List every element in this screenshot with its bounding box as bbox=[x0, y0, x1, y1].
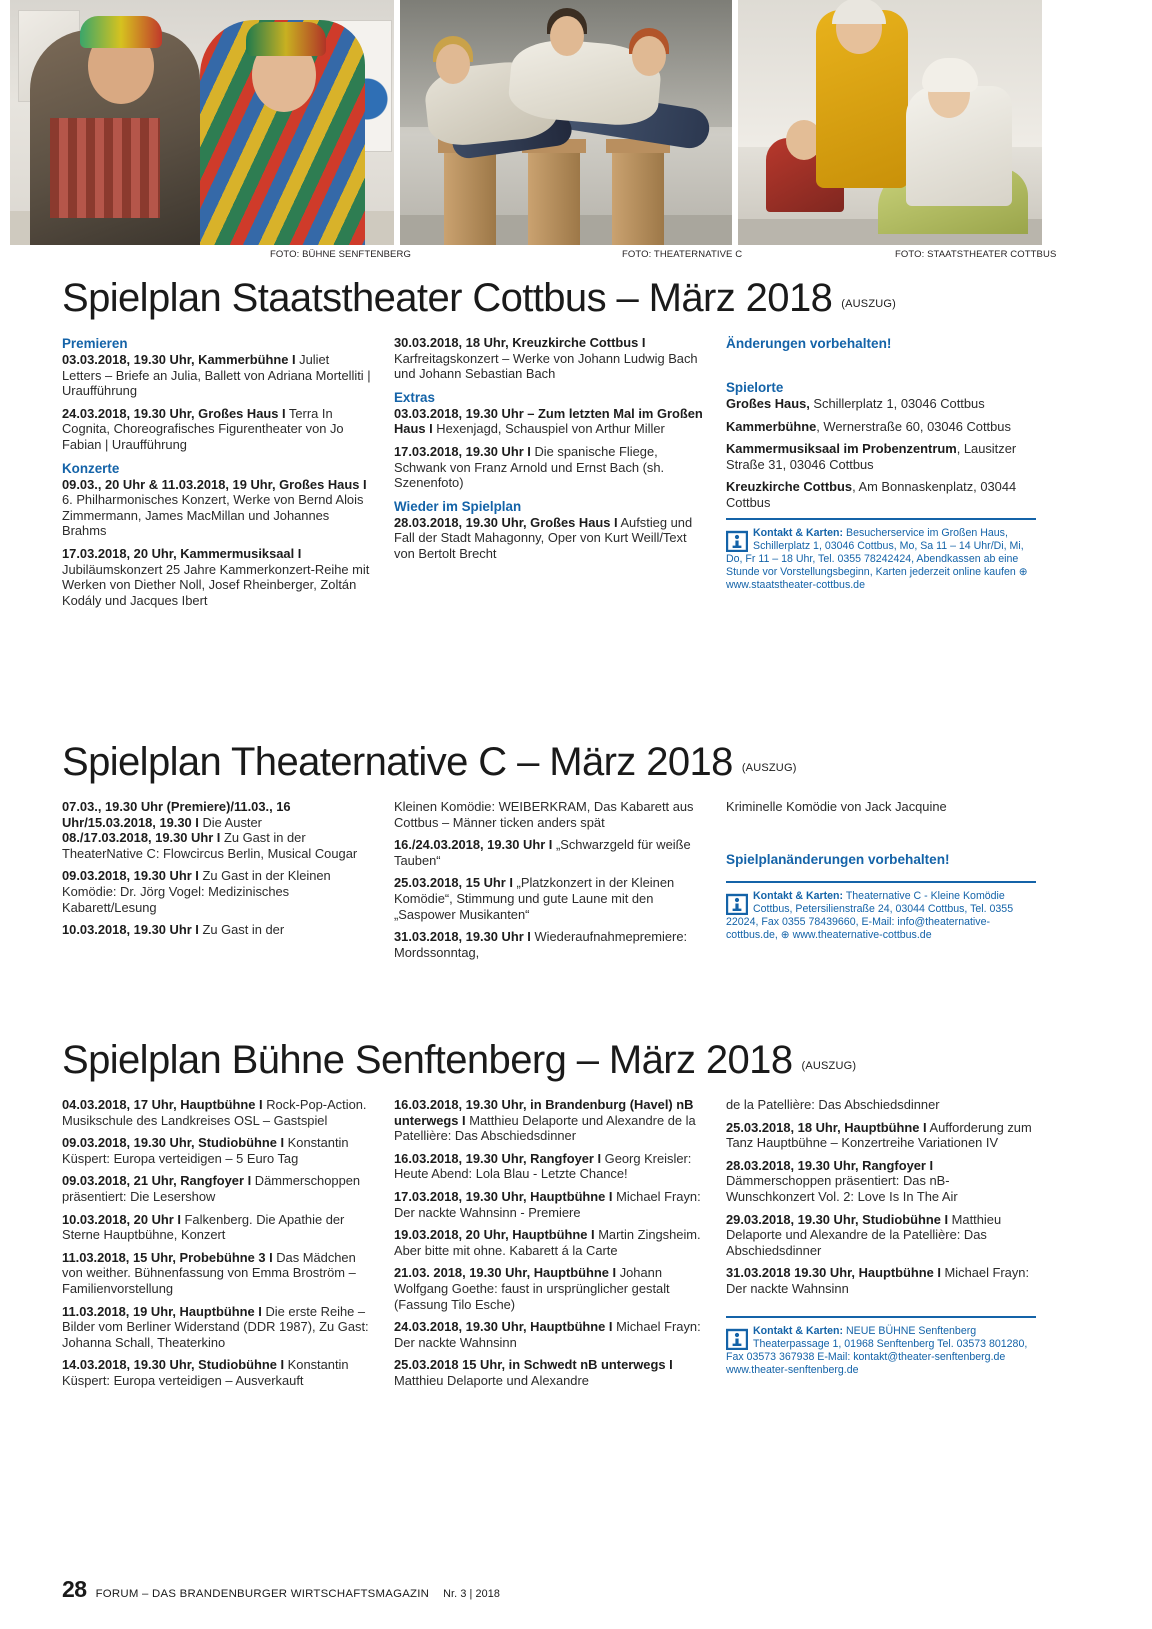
event-date: 28.03.2018, 19.30 Uhr, Rangfoyer I bbox=[726, 1157, 934, 1173]
event-date: 28.03.2018, 19.30 Uhr, Großes Haus I bbox=[394, 514, 618, 530]
column-3 bbox=[726, 335, 1036, 615]
event-date: 11.03.2018, 19 Uhr, Hauptbühne I bbox=[62, 1303, 262, 1319]
column-1 bbox=[62, 799, 372, 967]
column-3 bbox=[726, 1097, 1036, 1396]
event-desc: Matthieu Delaporte und Alexandre bbox=[394, 1372, 589, 1388]
event-entry bbox=[62, 1212, 372, 1243]
notice-aenderungen: Änderungen vorbehalten! bbox=[726, 336, 892, 351]
event-desc: Wiederaufnahmepremiere: Mordssonntag, bbox=[394, 929, 688, 960]
heading-konzerte: Konzerte bbox=[62, 460, 120, 476]
page-number: 28 bbox=[62, 1576, 87, 1602]
event-date: 07.03., 19.30 Uhr (Premiere)/11.03., 16 Uhr/15.03.2018, 19.30 I bbox=[62, 799, 291, 830]
globe-icon: ⊕ bbox=[780, 929, 793, 942]
contact-label: Kontakt & Karten: bbox=[753, 1324, 844, 1337]
event-entry bbox=[394, 1097, 704, 1144]
contact-label: Kontakt & Karten: bbox=[753, 526, 844, 539]
event-entry bbox=[62, 1357, 372, 1388]
auszug-label: (AUSZUG) bbox=[841, 298, 897, 310]
event-desc: Matthieu Delaporte und Alexandre de la Patellière: Das Abschiedsdinner bbox=[726, 1211, 1002, 1258]
event-continuation: de la Patellière: Das Abschiedsdinner bbox=[726, 1097, 940, 1112]
event-desc: Juliet Letters – Briefe an Julia, Ballett von Adriana Mortelliti | Uraufführung bbox=[62, 352, 371, 399]
section-staatstheater bbox=[62, 276, 1062, 615]
contact-details: Theaternative C - Kleine Komödie Cottbus, Petersilienstraße 24, 03044 Cottbus, Tel. 0355 22024, Fax 0355 78439660, E-Mail: info@theaternative-cottbus.de, bbox=[726, 889, 1014, 942]
event-entry bbox=[394, 1357, 704, 1388]
event-desc: Zu Gast in der TheaterNative C: Flowcircus Berlin, Musical Cougar bbox=[62, 830, 358, 861]
event-entry bbox=[726, 1158, 1036, 1205]
event-date: 09.03., 20 Uhr & 11.03.2018, 19 Uhr, Großes Haus I bbox=[62, 476, 367, 492]
event-date: 10.03.2018, 20 Uhr I bbox=[62, 1211, 181, 1227]
notice-spielplanaenderungen: Spielplanänderungen vorbehalten! bbox=[726, 851, 950, 867]
event-date: 24.03.2018, 19.30 Uhr, Hauptbühne I bbox=[394, 1319, 613, 1335]
event-date: 16./24.03.2018, 19.30 Uhr I bbox=[394, 837, 553, 853]
venue-entry bbox=[726, 419, 1036, 435]
event-entry bbox=[726, 1212, 1036, 1259]
photo-credits bbox=[10, 249, 1057, 263]
event-desc: Aufforderung zum Tanz Hauptbühne – Konzertreihe Variationen IV bbox=[726, 1119, 1032, 1151]
event-continuation: Kriminelle Komödie von Jack Jacquine bbox=[726, 799, 947, 814]
event-desc: Jubiläumskonzert 25 Jahre Kammerkonzert-Reihe mit Werken von Diether Noll, Josef Rheinberger, Zoltán Kodály und Jacques Ibert bbox=[62, 561, 370, 608]
event-entry bbox=[394, 1319, 704, 1350]
event-entry bbox=[62, 546, 372, 608]
event-desc: Karfreitagskonzert – Werke von Johann Ludwig Bach und Johann Sebastian Bach bbox=[394, 350, 698, 382]
event-date: 16.03.2018, 19.30 Uhr, in Brandenburg (Havel) nB unterwegs I bbox=[394, 1097, 694, 1128]
info-icon bbox=[726, 1326, 748, 1350]
event-date: 25.03.2018, 18 Uhr, Hauptbühne I bbox=[726, 1119, 927, 1135]
event-date: 30.03.2018, 18 Uhr, Kreuzkirche Cottbus I bbox=[394, 335, 646, 350]
contact-box-staatstheater bbox=[726, 518, 1036, 593]
event-entry bbox=[394, 837, 704, 868]
contact-box-senftenberg bbox=[726, 1316, 1036, 1378]
venue-entry bbox=[726, 396, 1036, 412]
event-date: 31.03.2018 19.30 Uhr, Hauptbühne I bbox=[726, 1265, 941, 1281]
event-desc: Rock-Pop-Action. Musikschule des Landkreises OSL – Gastspiel bbox=[62, 1097, 367, 1128]
event-continuation: Kleinen Komödie: WEIBERKRAM, Das Kabarett aus Cottbus – Männer ticken anders spät bbox=[394, 799, 694, 830]
section-title-text: Spielplan Staatstheater Cottbus – März 2018 bbox=[62, 276, 833, 320]
event-desc: Die Auster bbox=[198, 814, 262, 830]
event-desc: Dämmerschoppen präsentiert: Das nB-Wunschkonzert Vol. 2: Love Is In The Air bbox=[726, 1173, 958, 1204]
column-1 bbox=[62, 335, 372, 615]
event-desc: Georg Kreisler: Heute Abend: Lola Blau - Letzte Chance! bbox=[394, 1150, 692, 1182]
column-2 bbox=[394, 335, 704, 615]
event-desc: Michael Frayn: Der nackte Wahnsinn - Premiere bbox=[394, 1188, 701, 1220]
event-desc: Das Mädchen von weither. Bühnenfassung von Emma Broström – Familienvorstellung bbox=[62, 1249, 356, 1296]
event-desc: Die erste Reihe – Bilder vom Berliner Widerstand (DDR 1987), Zu Gast: Johanna Schall, Theaterkino bbox=[62, 1303, 369, 1350]
event-date: 24.03.2018, 19.30 Uhr, Großes Haus I bbox=[62, 405, 286, 421]
columns-theaternative bbox=[62, 799, 1062, 967]
contact-details: NEUE BÜHNE Senftenberg Theaterpassage 1, 01968 Senftenberg Tel. 03573 801280, Fax 03573 367938 E-Mail: kontakt@theater-senftenberg.de www.theater-senftenberg.de bbox=[726, 1324, 1028, 1377]
venue-name: Kreuzkirche Cottbus bbox=[726, 479, 853, 495]
event-date: 10.03.2018, 19.30 Uhr I bbox=[62, 922, 199, 938]
column-2 bbox=[394, 1097, 704, 1396]
event-entry bbox=[394, 444, 704, 491]
event-date: 04.03.2018, 17 Uhr, Hauptbühne I bbox=[62, 1097, 263, 1112]
columns-senftenberg bbox=[62, 1097, 1062, 1396]
page-title-theaternative bbox=[62, 740, 1062, 790]
event-desc: Matthieu Delaporte und Alexandre de la Patellière: Das Abschiedsdinner bbox=[394, 1112, 696, 1144]
photo-theaternative-c bbox=[400, 0, 732, 245]
event-date: 31.03.2018, 19.30 Uhr I bbox=[394, 929, 531, 945]
event-entry bbox=[62, 406, 372, 453]
event-desc: Terra In Cognita, Choreografisches Figurentheater von Jo Fabian | Uraufführung bbox=[62, 405, 344, 452]
event-entry bbox=[62, 799, 372, 830]
photo-credit-3: FOTO: STAATSTHEATER COTTBUS bbox=[895, 249, 1057, 260]
photo-buehne-senftenberg bbox=[10, 0, 394, 245]
event-entry bbox=[394, 1227, 704, 1258]
heading-extras: Extras bbox=[394, 389, 435, 405]
magazine-name: FORUM – DAS BRANDENBURGER WIRTSCHAFTSMAGAZIN bbox=[95, 1588, 430, 1600]
event-entry bbox=[394, 1151, 704, 1182]
globe-icon: ⊕ bbox=[1018, 566, 1028, 579]
event-entry bbox=[394, 875, 704, 922]
event-desc: „Platzkonzert in der Kleinen Komödie“, Stimmung und gute Laune mit den „Saspower Musikanten“ bbox=[394, 875, 675, 922]
photo-staatstheater-cottbus bbox=[738, 0, 1042, 245]
event-desc: Konstantin Küspert: Europa verteidigen – 5 Euro Tag bbox=[62, 1135, 349, 1166]
info-icon bbox=[726, 891, 748, 915]
event-desc: Die spanische Fliege, Schwank von Franz Arnold und Ernst Bach (sh. Szenenfoto) bbox=[394, 443, 665, 491]
event-entry bbox=[394, 515, 704, 562]
heading-spielorte: Spielorte bbox=[726, 380, 784, 395]
event-date: 09.03.2018, 21 Uhr, Rangfoyer I bbox=[62, 1173, 252, 1189]
page-title-senftenberg bbox=[62, 1038, 1062, 1088]
heading-premieren: Premieren bbox=[62, 336, 128, 351]
event-date: 25.03.2018, 15 Uhr I bbox=[394, 875, 513, 891]
contact-website[interactable]: www.staatstheater-cottbus.de bbox=[726, 579, 865, 592]
event-entry bbox=[394, 1189, 704, 1220]
page-footer bbox=[62, 1576, 500, 1603]
event-entry bbox=[62, 868, 372, 915]
event-date: 21.03. 2018, 19.30 Uhr, Hauptbühne I bbox=[394, 1265, 617, 1281]
venue-entry bbox=[726, 479, 1036, 510]
venue-entry bbox=[726, 441, 1036, 472]
section-senftenberg bbox=[62, 1038, 1062, 1396]
venue-address: , Wernerstraße 60, 03046 Cottbus bbox=[816, 418, 1011, 434]
event-desc: Zu Gast in der bbox=[198, 922, 285, 938]
event-entry bbox=[394, 1265, 704, 1312]
event-entry bbox=[62, 477, 372, 539]
event-entry bbox=[62, 1097, 372, 1128]
venue-name: Kammermusiksaal im Probenzentrum bbox=[726, 441, 957, 457]
event-entry bbox=[394, 929, 704, 960]
event-entry bbox=[394, 335, 704, 382]
event-entry bbox=[62, 352, 372, 399]
event-desc: „Schwarzgeld für weiße Tauben“ bbox=[394, 837, 691, 868]
event-entry bbox=[62, 922, 372, 938]
contact-website[interactable]: www.theaternative-cottbus.de bbox=[792, 929, 932, 942]
event-desc: Falkenberg. Die Apathie der Sterne Hauptbühne, Konzert bbox=[62, 1211, 345, 1243]
auszug-label: (AUSZUG) bbox=[801, 1060, 857, 1072]
column-2 bbox=[394, 799, 704, 967]
contact-details: Besucherservice im Großen Haus, Schillerplatz 1, 03046 Cottbus, Mo, Sa 11 – 14 Uhr/Di, Mi, Do, Fr 11 – 18 Uhr, Tel. 0355 78242424, Abendkassen ab eine Stunde vor Vorstellungsbeginn, Karten jederzeit online kaufen bbox=[726, 526, 1024, 579]
photo-strip bbox=[10, 0, 1042, 245]
event-entry bbox=[62, 1304, 372, 1351]
venue-address: , Lausitzer Straße 31, 03046 Cottbus bbox=[726, 441, 1017, 472]
venue-address: Schillerplatz 1, 03046 Cottbus bbox=[809, 396, 985, 411]
auszug-label: (AUSZUG) bbox=[741, 762, 797, 774]
event-date: 16.03.2018, 19.30 Uhr, Rangfoyer I bbox=[394, 1150, 602, 1166]
columns-staatstheater bbox=[62, 335, 1062, 615]
heading-wieder-im-spielplan: Wieder im Spielplan bbox=[394, 498, 522, 514]
event-desc: Dämmerschoppen präsentiert: Die Lesershow bbox=[62, 1173, 361, 1204]
venue-name: Großes Haus, bbox=[726, 396, 810, 411]
event-desc: Konstantin Küspert: Europa verteidigen – Ausverkauft bbox=[62, 1357, 349, 1388]
page-title-staatstheater bbox=[62, 276, 1062, 326]
event-date: 03.03.2018, 19.30 Uhr, Kammerbühne I bbox=[62, 352, 296, 367]
info-icon bbox=[726, 528, 748, 552]
section-theaternative bbox=[62, 740, 1062, 967]
venue-address: , Am Bonnaskenplatz, 03044 Cottbus bbox=[726, 479, 1017, 510]
event-desc: Johann Wolfgang Goethe: faust in ursprünglicher gestalt (Fassung Tilo Esche) bbox=[394, 1265, 670, 1312]
event-date: 09.03.2018, 19.30 Uhr, Studiobühne I bbox=[62, 1135, 285, 1151]
section-title-text: Spielplan Theaternative C – März 2018 bbox=[62, 740, 733, 784]
event-desc: Michael Frayn: Der nackte Wahnsinn bbox=[394, 1319, 701, 1350]
event-date: 25.03.2018 15 Uhr, in Schwedt nB unterwegs I bbox=[394, 1357, 673, 1373]
event-date: 29.03.2018, 19.30 Uhr, Studiobühne I bbox=[726, 1211, 949, 1227]
contact-label: Kontakt & Karten: bbox=[753, 889, 844, 902]
event-entry bbox=[394, 406, 704, 437]
event-entry bbox=[62, 1250, 372, 1297]
event-date: 17.03.2018, 19.30 Uhr, Hauptbühne I bbox=[394, 1188, 613, 1204]
event-date: 09.03.2018, 19.30 Uhr I bbox=[62, 868, 199, 884]
section-title-text: Spielplan Bühne Senftenberg – März 2018 bbox=[62, 1038, 793, 1082]
event-entry bbox=[62, 1135, 372, 1166]
event-date: 03.03.2018, 19.30 Uhr – Zum letzten Mal im Großen Haus I bbox=[394, 405, 703, 437]
event-desc: 6. Philharmonisches Konzert, Werke von Bernd Alois Zimmermann, James MacMillan und Johannes Brahms bbox=[62, 492, 364, 539]
event-entry bbox=[726, 1120, 1036, 1151]
event-date: 14.03.2018, 19.30 Uhr, Studiobühne I bbox=[62, 1357, 285, 1373]
event-date: 08./17.03.2018, 19.30 Uhr I bbox=[62, 830, 221, 846]
event-date: 11.03.2018, 15 Uhr, Probebühne 3 I bbox=[62, 1249, 273, 1265]
contact-box-theaternative bbox=[726, 881, 1036, 943]
event-desc: Zu Gast in der Kleinen Komödie: Dr. Jörg Vogel: Medizinisches Kabarett/Lesung bbox=[62, 868, 331, 915]
photo-credit-1: FOTO: BÜHNE SENFTENBERG bbox=[270, 249, 411, 260]
event-desc: Hexenjagd, Schauspiel von Arthur Miller bbox=[432, 421, 665, 437]
event-entry bbox=[62, 1173, 372, 1204]
column-3 bbox=[726, 799, 1036, 967]
event-entry bbox=[726, 1265, 1036, 1296]
event-date: 19.03.2018, 20 Uhr, Hauptbühne I bbox=[394, 1227, 595, 1243]
issue-number: Nr. 3 | 2018 bbox=[443, 1588, 500, 1600]
event-date: 17.03.2018, 19.30 Uhr I bbox=[394, 443, 531, 459]
photo-credit-2: FOTO: THEATERNATIVE C bbox=[622, 249, 743, 260]
event-date: 17.03.2018, 20 Uhr, Kammermusiksaal I bbox=[62, 545, 302, 561]
column-1 bbox=[62, 1097, 372, 1396]
event-entry bbox=[62, 830, 372, 861]
event-desc: Aufstieg und Fall der Stadt Mahagonny, Oper von Kurt Weill/Text von Bertolt Brecht bbox=[394, 514, 693, 561]
event-desc: Michael Frayn: Der nackte Wahnsinn bbox=[726, 1265, 1030, 1296]
event-desc: Martin Zingsheim. Aber bitte mit ohne. Kabarett á la Carte bbox=[394, 1227, 701, 1258]
venue-name: Kammerbühne bbox=[726, 418, 817, 434]
